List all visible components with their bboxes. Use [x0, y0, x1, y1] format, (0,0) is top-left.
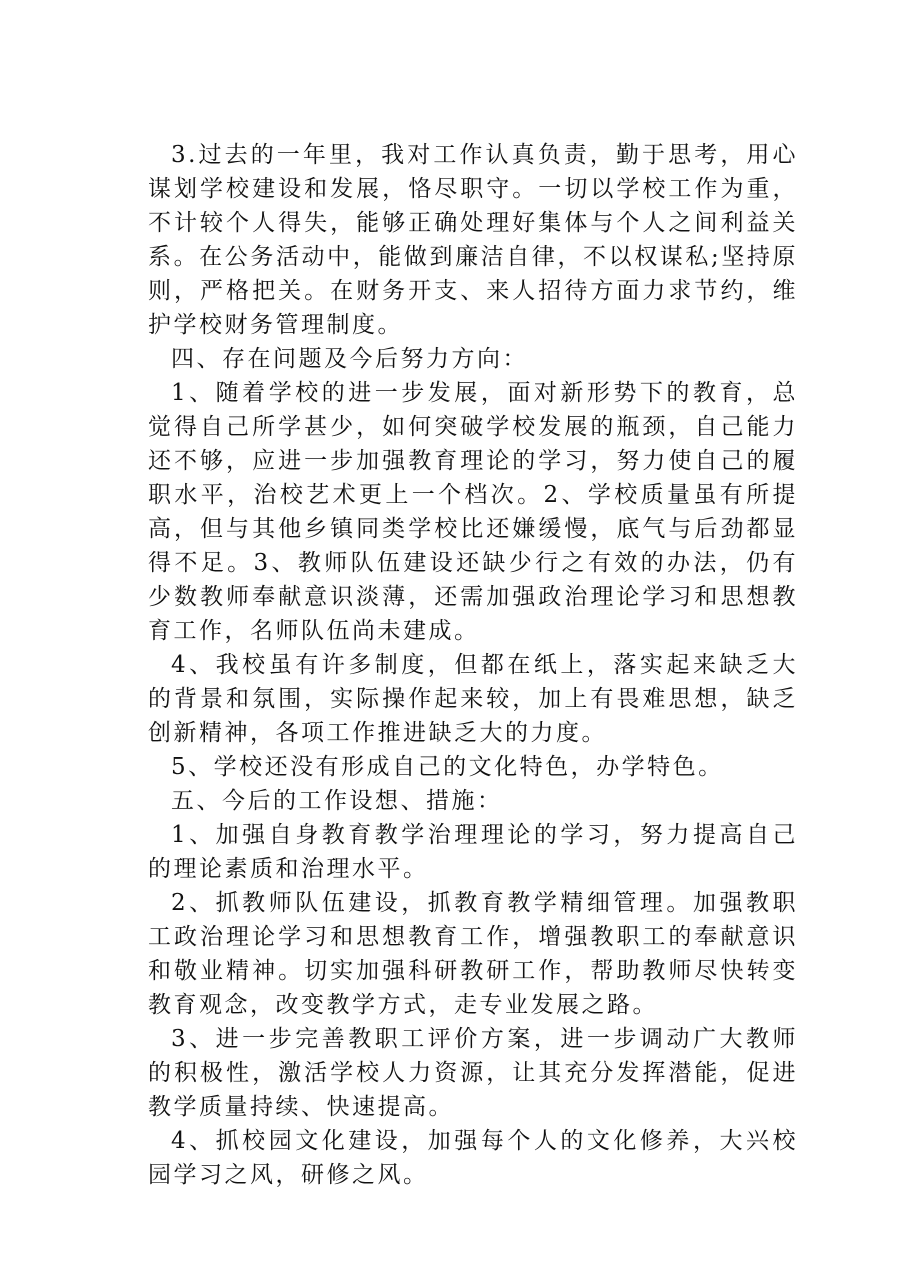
paragraph-plan-1: 1、加强自身教育教学治理理论的学习，努力提高自己的理论素质和治理水平。 — [148, 822, 798, 882]
paragraph-integrity: 3.过去的一年里，我对工作认真负责，勤于思考，用心谋划学校建设和发展，恪尽职守。一切以学校工作为重，不计较个人得失，能够正确处理好集体与个人之间利益关系。在公务活动中，能做到廉洁自律，不以权谋私;坚持原则，严格把关。在财务开支、来人招待方面力求节约，维护学校财务管理制度。 — [148, 142, 798, 338]
paragraph-plan-3: 3、进一步完善教职工评价方案，进一步调动广大教师的积极性，激活学校人力资源，让其充分发挥潜能，促进教学质量持续、快速提高。 — [148, 1026, 798, 1120]
section-heading-plans: 五、今后的工作设想、措施： — [171, 788, 503, 814]
paragraph-plan-2: 2、抓教师队伍建设，抓教育教学精细管理。加强教职工政治理论学习和思想教育工作，增强教职工的奉献意识和敬业精神。切实加强科研教研工作，帮助教师尽快转变教育观念，改变教学方式，走专业发展之路。 — [148, 890, 798, 1018]
section-heading-problems: 四、存在问题及今后努力方向： — [171, 346, 528, 372]
paragraph-problem-4: 4、我校虽有许多制度，但都在纸上，落实起来缺乏大的背景和氛围，实际操作起来较，加上有畏难思想，缺乏创新精神，各项工作推进缺乏大的力度。 — [148, 652, 798, 746]
paragraph-problem-5: 5、学校还没有形成自己的文化特色，办学特色。 — [171, 754, 724, 780]
document-body — [148, 138, 798, 1192]
paragraph-problems-1-3: 1、随着学校的进一步发展，面对新形势下的教育，总觉得自己所学甚少，如何突破学校发展的瓶颈，自己能力还不够，应进一步加强教育理论的学习，努力使自己的履职水平，治校艺术更上一个档次。2、学校质量虽有所提高，但与其他乡镇同类学校比还嫌缓慢，底气与后劲都显得不足。3、教师队伍建设还缺少行之有效的办法，仍有少数教师奉献意识淡薄，还需加强政治理论学习和思想教育工作，名师队伍尚未建成。 — [148, 380, 798, 644]
paragraph-plan-4: 4、抓校园文化建设，加强每个人的文化修养，大兴校园学习之风，研修之风。 — [148, 1128, 798, 1188]
